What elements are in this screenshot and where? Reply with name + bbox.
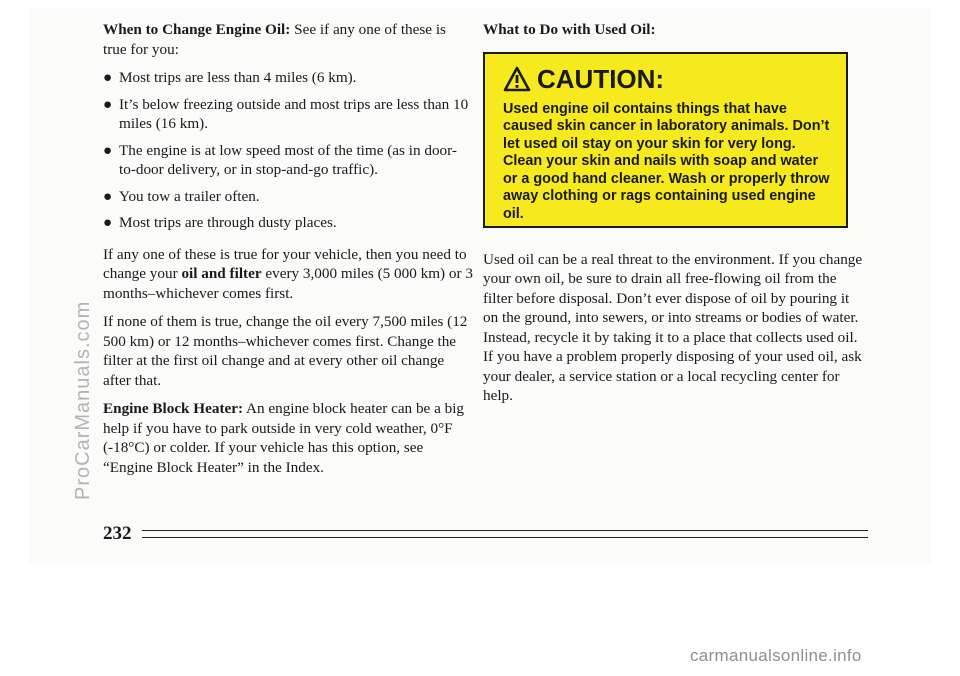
- bullet-item: ● The engine is at low speed most of the time (as in door-to-door delivery, or in stop-and-go traffic).: [103, 141, 457, 178]
- oil-change-intro: See if any one of these is true for you:: [103, 21, 446, 58]
- oil-filter-interval-paragraph: If any one of these is true for your vehicle, then you need to change your oil and filter every 3,000 miles (5 000 km) or 3 months–whichever comes first.: [103, 245, 473, 302]
- right-column: [483, 20, 868, 415]
- caution-header: [503, 64, 832, 94]
- side-watermark: ProCarManuals.com: [72, 300, 94, 500]
- oil-change-heading: When to Change Engine Oil:: [103, 21, 291, 38]
- page-footer: [103, 521, 868, 547]
- used-oil-body: Used oil can be a real threat to the environment. If you change your own oil, be sure to drain all free-flowing oil from the filter before disposal. Don’t ever dispose of oil by pouring it on the ground, into sewers, or into streams or bodies of water. Instead, recycle it by taking it to a place that collects used oil. If you have a problem properly disposing of your used oil, ask your dealer, a service station or a local recycling center for help.: [483, 250, 863, 404]
- page-number: 232: [103, 523, 132, 544]
- block-heater-paragraph: [103, 399, 473, 477]
- warning-triangle-icon: [503, 66, 531, 92]
- block-heater-text: An engine block heater can be a big help if you have to park outside in very cold weather, 0°F (-18°C) or colder. If your vehicle has this option, see “Engine Block Heater” in the Index.: [103, 400, 465, 476]
- caution-box: [483, 52, 848, 228]
- caution-title: CAUTION:: [537, 63, 665, 94]
- site-watermark: carmanualsonline.info: [690, 646, 862, 665]
- oil-change-paragraph: [103, 20, 473, 59]
- block-heater-heading: Engine Block Heater:: [103, 400, 244, 417]
- footer-rule: [142, 530, 869, 538]
- normal-interval-paragraph: If none of them is true, change the oil every 7,500 miles (12 500 km) or 12 months–whichever comes first. Change the filter at the first oil change and at every other oil change after that.: [103, 313, 468, 389]
- bullet-item: ● You tow a trailer often.: [103, 187, 260, 205]
- left-column: [103, 20, 473, 486]
- oil-and-filter-emphasis: oil and filter: [181, 265, 262, 282]
- bullet-item: ● Most trips are through dusty places.: [103, 214, 337, 231]
- caution-text: Used engine oil contains things that have caused skin cancer in laboratory animals. Don’t let used oil stay on your skin for very long. Clean your skin and nails with soap and water or a good hand cleaner. Wash or properly throw away clothing or rags containing used engine oil.: [503, 100, 830, 223]
- bullet-item: ● It’s below freezing outside and most trips are less than 10 miles (16 km).: [103, 95, 469, 132]
- bullet-item: ● Most trips are less than 4 miles (6 km).: [103, 69, 357, 86]
- used-oil-heading: What to Do with Used Oil:: [483, 21, 656, 38]
